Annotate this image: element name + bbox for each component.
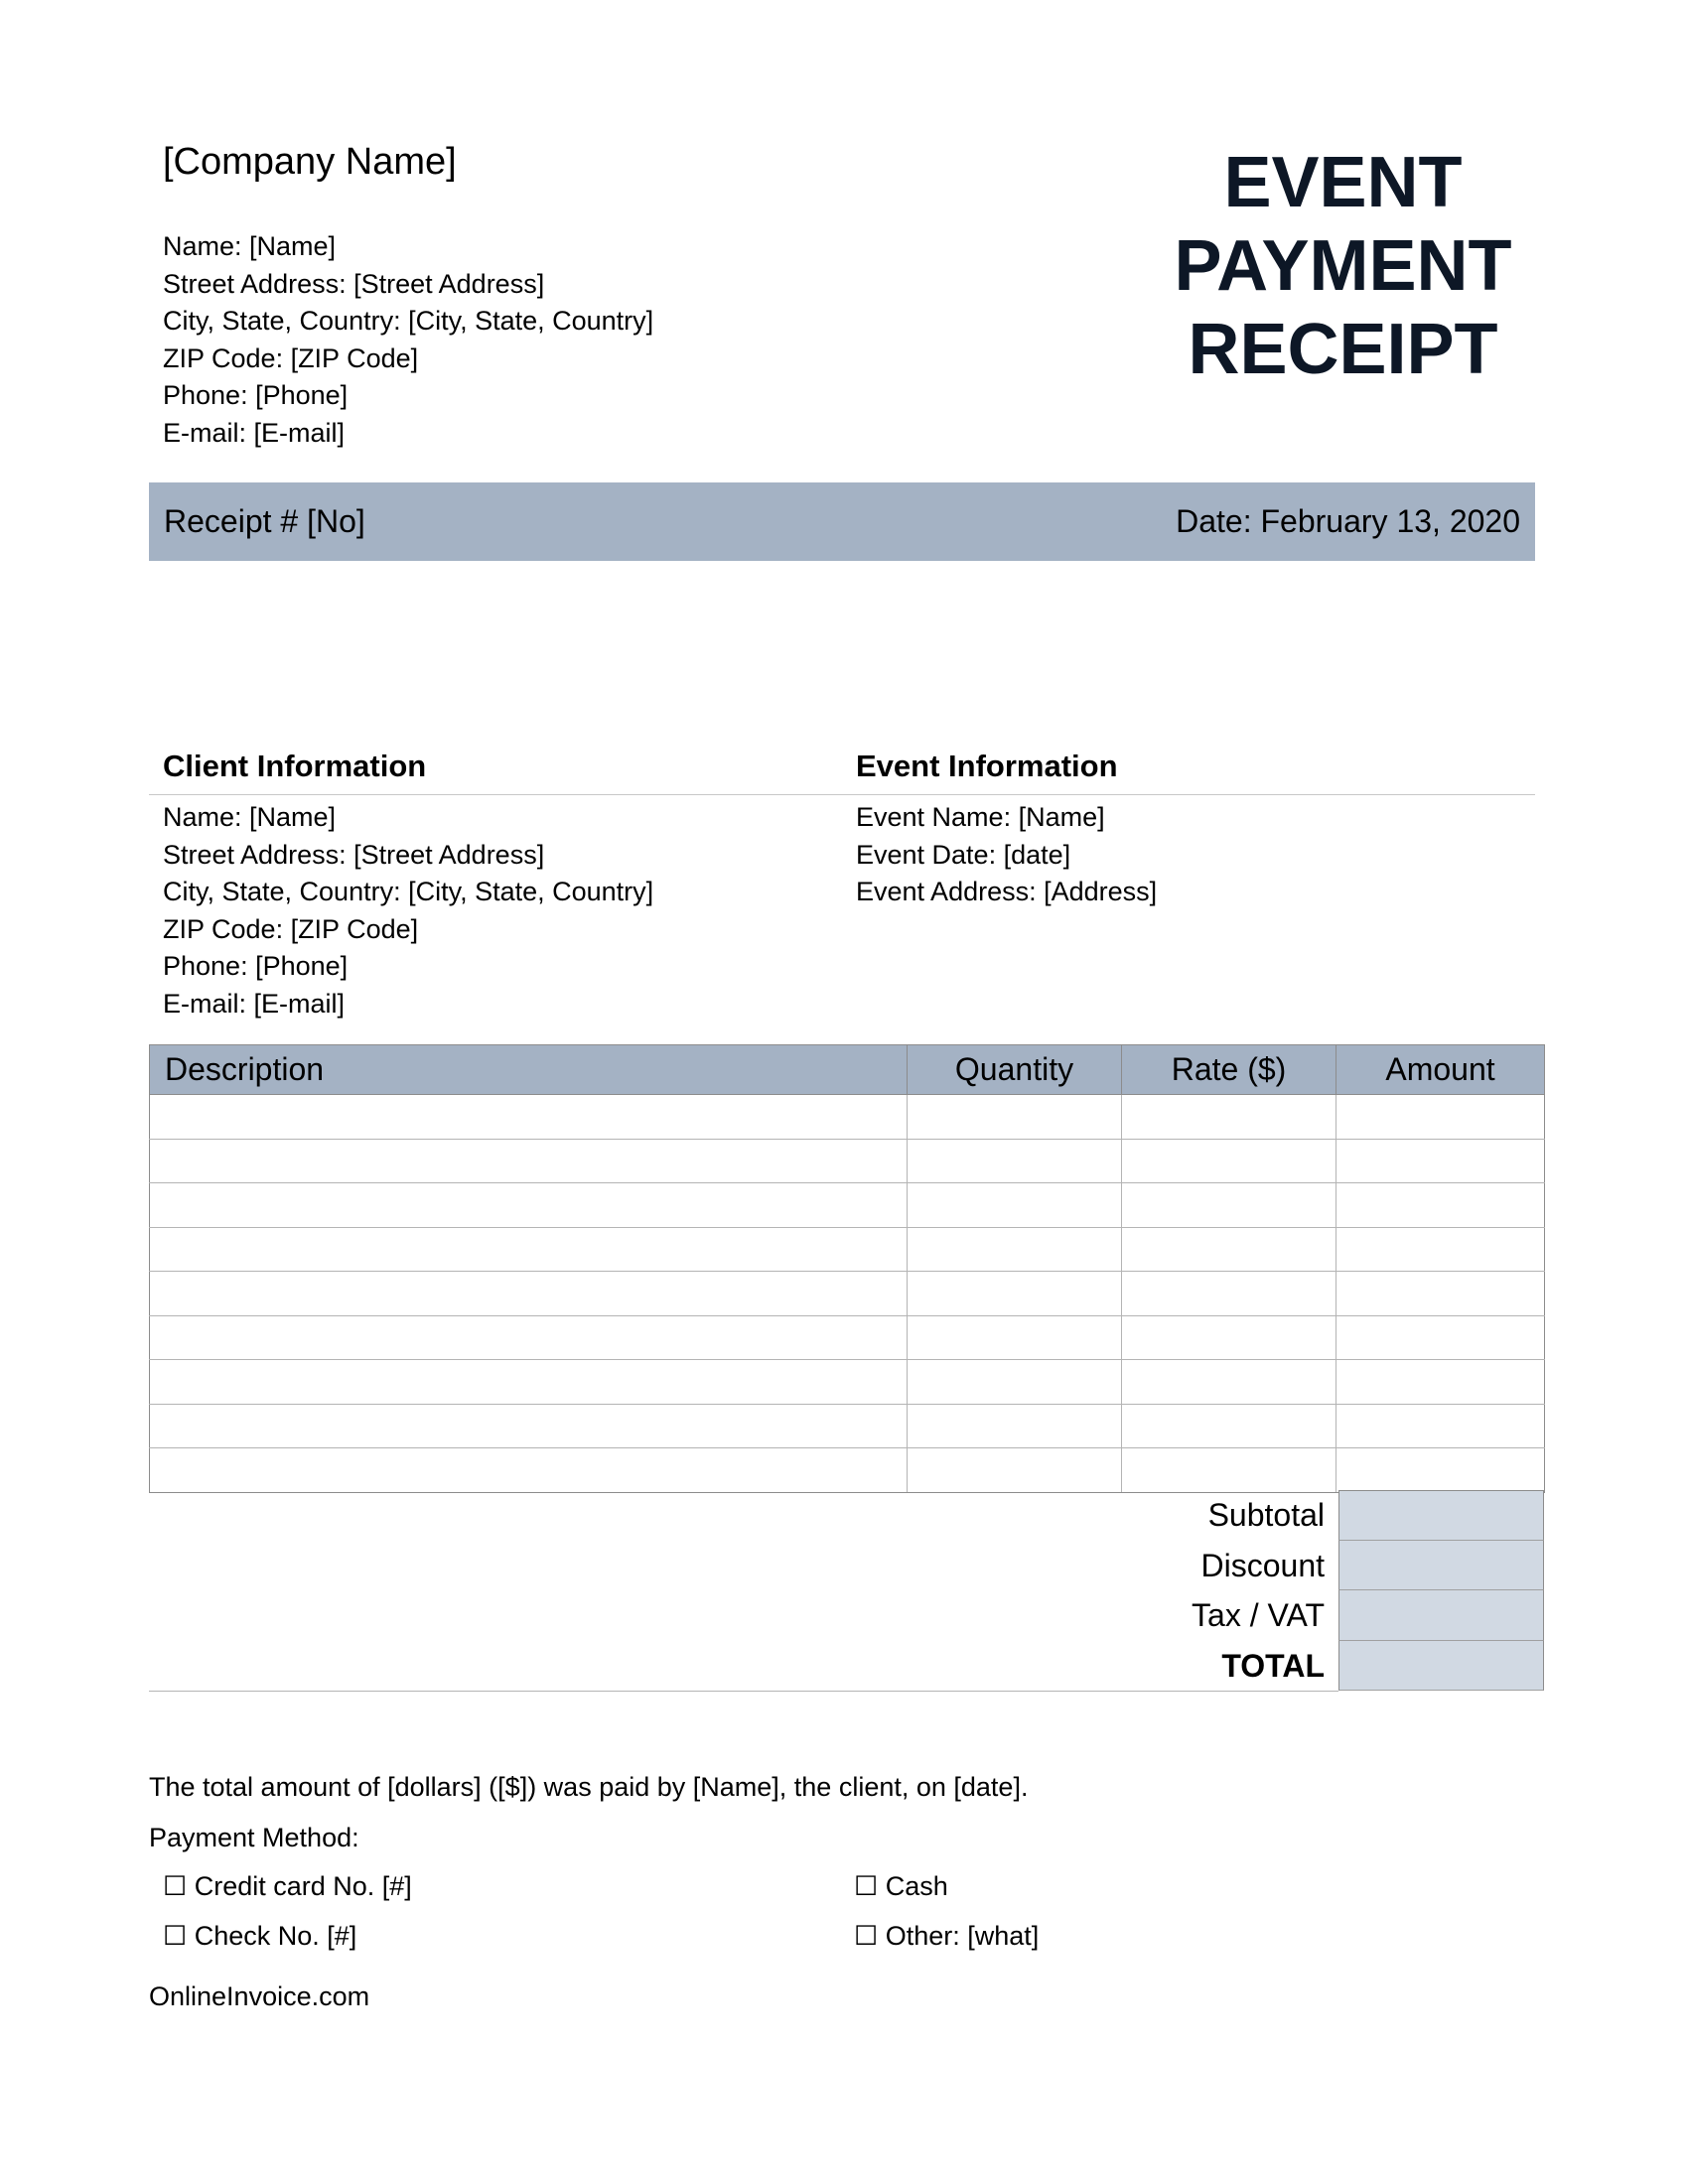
company-street-line: Street Address: [Street Address] (163, 268, 545, 299)
header-quantity: Quantity (908, 1045, 1122, 1095)
cell-quantity[interactable] (908, 1360, 1122, 1405)
client-city-line: City, State, Country: [City, State, Country] (163, 877, 654, 906)
company-email-line: E-mail: [E-mail] (163, 417, 346, 448)
client-details (163, 799, 653, 1023)
tax-row (149, 1590, 1544, 1641)
cell-quantity[interactable] (908, 1315, 1122, 1360)
discount-label: Discount (1200, 1547, 1325, 1583)
table-row (150, 1448, 1545, 1493)
client-email-line: E-mail: [E-mail] (163, 988, 346, 1019)
subtotal-value[interactable] (1338, 1490, 1544, 1541)
option-cash[interactable]: ☐ Cash (854, 1871, 948, 1901)
receipt-bar (149, 482, 1535, 561)
section-divider (149, 794, 1535, 795)
cell-description[interactable] (150, 1272, 908, 1316)
event-date-line: Event Date: [date] (856, 839, 1071, 870)
table-row (150, 1227, 1545, 1272)
cell-quantity[interactable] (908, 1139, 1122, 1183)
cell-rate[interactable] (1122, 1315, 1336, 1360)
cell-amount[interactable] (1336, 1315, 1545, 1360)
event-details (856, 799, 1157, 911)
client-phone-line: Phone: [Phone] (163, 951, 349, 981)
cell-rate[interactable] (1122, 1095, 1336, 1140)
cell-description[interactable] (150, 1139, 908, 1183)
option-check[interactable]: ☐ Check No. [#] (163, 1921, 357, 1951)
cell-description[interactable] (150, 1227, 908, 1272)
payment-method-label: Payment Method: (149, 1823, 359, 1852)
header-rate: Rate ($) (1122, 1045, 1336, 1095)
table-row (150, 1272, 1545, 1316)
cell-quantity[interactable] (908, 1227, 1122, 1272)
header-description: Description (150, 1045, 908, 1095)
cell-rate[interactable] (1122, 1183, 1336, 1228)
document-title (1107, 141, 1579, 391)
cell-quantity[interactable] (908, 1448, 1122, 1493)
cell-amount[interactable] (1336, 1095, 1545, 1140)
title-line: EVENT (1223, 143, 1463, 222)
client-name-line: Name: [Name] (163, 802, 337, 832)
tax-value[interactable] (1338, 1590, 1544, 1641)
totals-divider (149, 1691, 1338, 1692)
cell-amount[interactable] (1336, 1360, 1545, 1405)
payment-statement: The total amount of [dollars] ([$]) was paid by [Name], the client, on [date]. (149, 1772, 1029, 1802)
cell-quantity[interactable] (908, 1183, 1122, 1228)
cell-rate[interactable] (1122, 1139, 1336, 1183)
totals-block (149, 1490, 1544, 1691)
option-other[interactable]: ☐ Other: [what] (854, 1921, 1040, 1951)
company-zip-line: ZIP Code: [ZIP Code] (163, 342, 419, 373)
subtotal-label: Subtotal (1207, 1497, 1325, 1533)
cell-amount[interactable] (1336, 1183, 1545, 1228)
table-row (150, 1183, 1545, 1228)
company-city-line: City, State, Country: [City, State, Country] (163, 306, 654, 336)
cell-description[interactable] (150, 1404, 908, 1448)
table-row (150, 1404, 1545, 1448)
company-name-line: Name: [Name] (163, 231, 337, 261)
cell-quantity[interactable] (908, 1272, 1122, 1316)
cell-description[interactable] (150, 1448, 908, 1493)
cell-rate[interactable] (1122, 1227, 1336, 1272)
event-name-line: Event Name: [Name] (856, 802, 1105, 832)
cell-amount[interactable] (1336, 1404, 1545, 1448)
cell-rate[interactable] (1122, 1272, 1336, 1316)
cell-quantity[interactable] (908, 1095, 1122, 1140)
title-line: PAYMENT (1174, 226, 1512, 306)
table-row (150, 1139, 1545, 1183)
event-info-heading: Event Information (856, 749, 1118, 783)
company-name: [Company Name] (163, 141, 457, 183)
cell-description[interactable] (150, 1315, 908, 1360)
cell-quantity[interactable] (908, 1404, 1122, 1448)
cell-description[interactable] (150, 1360, 908, 1405)
table-row (150, 1095, 1545, 1140)
tax-label: Tax / VAT (1192, 1597, 1325, 1633)
cell-amount[interactable] (1336, 1227, 1545, 1272)
total-row (149, 1641, 1544, 1692)
cell-rate[interactable] (1122, 1404, 1336, 1448)
table-header-row (150, 1045, 1545, 1095)
company-phone-line: Phone: [Phone] (163, 380, 349, 410)
option-credit-card[interactable]: ☐ Credit card No. [#] (163, 1871, 412, 1901)
cell-amount[interactable] (1336, 1448, 1545, 1493)
cell-rate[interactable] (1122, 1360, 1336, 1405)
cell-description[interactable] (150, 1095, 908, 1140)
company-details (163, 228, 653, 452)
footer-brand: OnlineInvoice.com (149, 1981, 370, 2011)
cell-rate[interactable] (1122, 1448, 1336, 1493)
table-row (150, 1315, 1545, 1360)
subtotal-row (149, 1490, 1544, 1541)
receipt-date: Date: February 13, 2020 (1176, 503, 1520, 539)
receipt-number: Receipt # [No] (164, 503, 365, 539)
total-label: TOTAL (1221, 1647, 1325, 1684)
cell-amount[interactable] (1336, 1139, 1545, 1183)
client-zip-line: ZIP Code: [ZIP Code] (163, 913, 419, 944)
table-row (150, 1360, 1545, 1405)
client-street-line: Street Address: [Street Address] (163, 839, 545, 870)
title-line: RECEIPT (1188, 310, 1498, 389)
discount-row (149, 1541, 1544, 1591)
line-items-table (149, 1044, 1545, 1493)
header-amount: Amount (1336, 1045, 1545, 1095)
total-value[interactable] (1338, 1641, 1544, 1692)
client-info-heading: Client Information (163, 749, 427, 783)
cell-amount[interactable] (1336, 1272, 1545, 1316)
event-address-line: Event Address: [Address] (856, 877, 1158, 906)
discount-value[interactable] (1338, 1541, 1544, 1591)
cell-description[interactable] (150, 1183, 908, 1228)
